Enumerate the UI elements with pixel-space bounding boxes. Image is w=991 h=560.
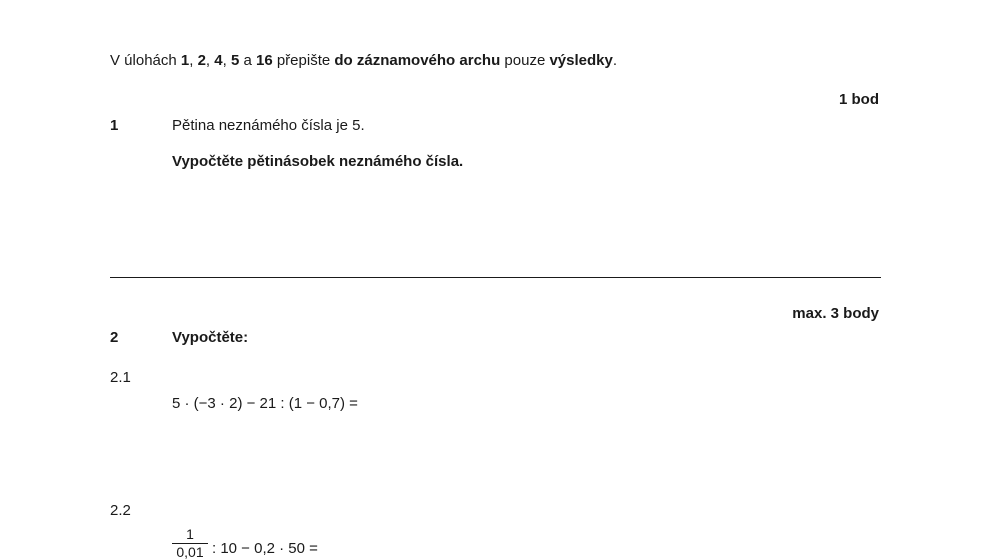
instruction-part: V úlohách [110, 52, 181, 69]
subtask-2-2-expression: : 10 − 0,2 · 50 = [212, 540, 318, 557]
fraction [172, 526, 208, 560]
instruction-part: 4 [214, 52, 223, 69]
instruction-part: výsledky [549, 52, 613, 69]
instruction-part: 2 [197, 52, 206, 69]
instruction-part: pouze [500, 52, 550, 69]
fraction-numerator: 1 [186, 526, 194, 542]
fraction-denominator: 0,01 [176, 544, 204, 560]
instruction-part: 1 [180, 52, 190, 69]
instruction-part: přepište [272, 52, 335, 69]
instruction-part: do záznamového archu [334, 52, 501, 69]
instruction-part: 5 [230, 52, 240, 69]
instruction-part: . [612, 52, 618, 69]
instruction-part: , [222, 52, 231, 69]
instruction-text [110, 52, 617, 69]
instruction-part: a [239, 52, 256, 69]
task1-number: 1 [110, 117, 119, 134]
instruction-part: , [205, 52, 215, 69]
subtask-2-2-number: 2.2 [110, 502, 131, 519]
section-divider [110, 277, 881, 278]
task1-points: 1 bod [839, 91, 879, 108]
subtask-2-1-expression: 5 · (−3 · 2) − 21 : (1 − 0,7) = [172, 395, 358, 412]
task2-points: max. 3 body [792, 305, 879, 322]
task1-text: Pětina neznámého čísla je 5. [172, 117, 365, 134]
instruction-part: , [189, 52, 198, 69]
instruction-part: 16 [255, 52, 273, 69]
task2-instruction: Vypočtěte: [172, 329, 249, 346]
task1-instruction: Vypočtěte pětinásobek neznámého čísla. [172, 153, 464, 170]
task2-number: 2 [110, 329, 119, 346]
subtask-2-1-number: 2.1 [110, 369, 131, 386]
